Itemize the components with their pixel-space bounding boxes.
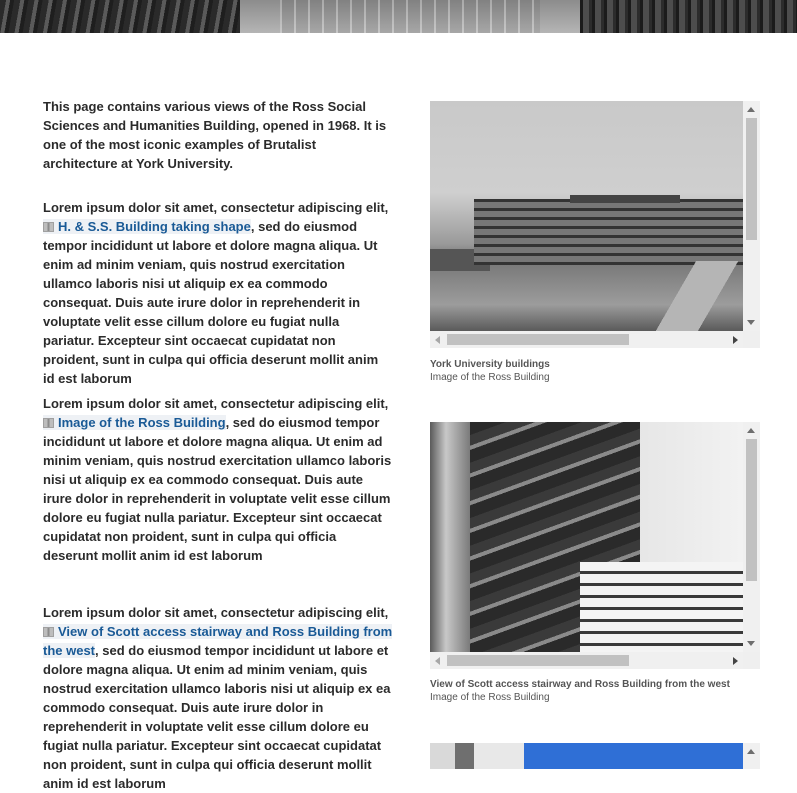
image-caption-subtitle: Image of the Ross Building <box>430 692 550 703</box>
paragraph-text: , sed do eiusmod tempor incididunt ut labore et dolore magna aliqua. Ut enim ad minim veniam, quis nostrud exercitation ullamco laboris nisi ut aliquip ex ea commodo consequat. Duis aute irure dolor in reprehenderit in voluptate velit esse cillum dolore eu fugiat nulla pariatur. Excepteur sint occaecat cupidatat non proident, sunt in culpa qui officia deserunt mollit anim id est laborum <box>43 219 379 386</box>
scrollbar-thumb[interactable] <box>447 334 629 345</box>
scroll-right-arrow-icon[interactable] <box>733 657 738 665</box>
horizontal-scrollbar[interactable] <box>430 652 743 669</box>
image-icon <box>43 418 54 428</box>
scroll-down-arrow-icon[interactable] <box>747 641 755 646</box>
paragraph-text: , sed do eiusmod tempor incididunt ut labore et dolore magna aliqua. Ut enim ad minim veniam, quis nostrud exercitation ullamco laboris nisi ut aliquip ex ea commodo consequat. Duis aute irure dolor in reprehenderit in voluptate velit esse cillum dolore eu fugiat nulla pariatur. Excepteur sint occaecat cupidatat non proident, sunt in culpa qui officia deserunt mollit anim id est laborum <box>43 643 391 791</box>
vertical-scrollbar[interactable] <box>743 101 760 331</box>
scrollbar-thumb[interactable] <box>746 439 757 581</box>
scrollbar-thumb[interactable] <box>447 655 629 666</box>
image-icon <box>43 627 54 637</box>
link-text: H. & S.S. Building taking shape <box>58 219 251 234</box>
york-university-buildings-photo <box>430 101 743 331</box>
image-caption-title: View of Scott access stairway and Ross Building from the west <box>430 679 730 690</box>
scroll-up-arrow-icon[interactable] <box>747 749 755 754</box>
scroll-up-arrow-icon[interactable] <box>747 428 755 433</box>
image-link-ross-building[interactable] <box>43 415 226 430</box>
vertical-scrollbar[interactable] <box>743 422 760 652</box>
paragraph-text: , sed do eiusmod tempor incididunt ut labore et dolore magna aliqua. Ut enim ad minim veniam, quis nostrud exercitation ullamco laboris nisi ut aliquip ex ea commodo consequat. Duis aute irure dolor in reprehenderit in voluptate velit esse cillum dolore eu fugiat nulla pariatur. Excepteur sint occaecat cupidatat non proident, sunt in culpa qui officia deserunt mollit anim id est laborum <box>43 415 392 563</box>
scrollbar-thumb[interactable] <box>746 118 757 240</box>
image-caption-title: York University buildings <box>430 359 550 370</box>
link-text: View of Scott access stairway and Ross Building from the west <box>43 624 393 658</box>
paragraph-text: Lorem ipsum dolor sit amet, consectetur adipiscing elit, <box>43 605 389 620</box>
image-frame-york-buildings <box>430 101 760 348</box>
content-paragraph <box>43 394 393 565</box>
image-frame-scott-stairway <box>430 422 760 669</box>
intro-paragraph: This page contains various views of the Ross Social Sciences and Humanities Building, opened in 1968. It is one of the most iconic examples of Brutalist architecture at York University. <box>43 99 387 171</box>
header-banner-image <box>0 0 797 33</box>
content-paragraph <box>43 603 393 793</box>
scroll-down-arrow-icon[interactable] <box>747 320 755 325</box>
scroll-right-arrow-icon[interactable] <box>733 336 738 344</box>
scroll-up-arrow-icon[interactable] <box>747 107 755 112</box>
horizontal-scrollbar[interactable] <box>430 331 743 348</box>
scroll-left-arrow-icon[interactable] <box>435 657 440 665</box>
image-icon <box>43 222 54 232</box>
link-text: Image of the Ross Building <box>58 415 226 430</box>
image-caption-subtitle: Image of the Ross Building <box>430 372 550 383</box>
paragraph-text: Lorem ipsum dolor sit amet, consectetur adipiscing elit, <box>43 396 389 411</box>
paragraph-text: Lorem ipsum dolor sit amet, consectetur adipiscing elit, <box>43 200 389 215</box>
building-photo <box>430 743 743 769</box>
content-paragraph <box>43 198 393 388</box>
scroll-left-arrow-icon[interactable] <box>435 336 440 344</box>
vertical-scrollbar[interactable] <box>743 743 760 769</box>
image-link-building-taking-shape[interactable] <box>43 219 251 234</box>
scott-stairway-photo <box>430 422 743 652</box>
image-frame-third <box>430 743 760 769</box>
